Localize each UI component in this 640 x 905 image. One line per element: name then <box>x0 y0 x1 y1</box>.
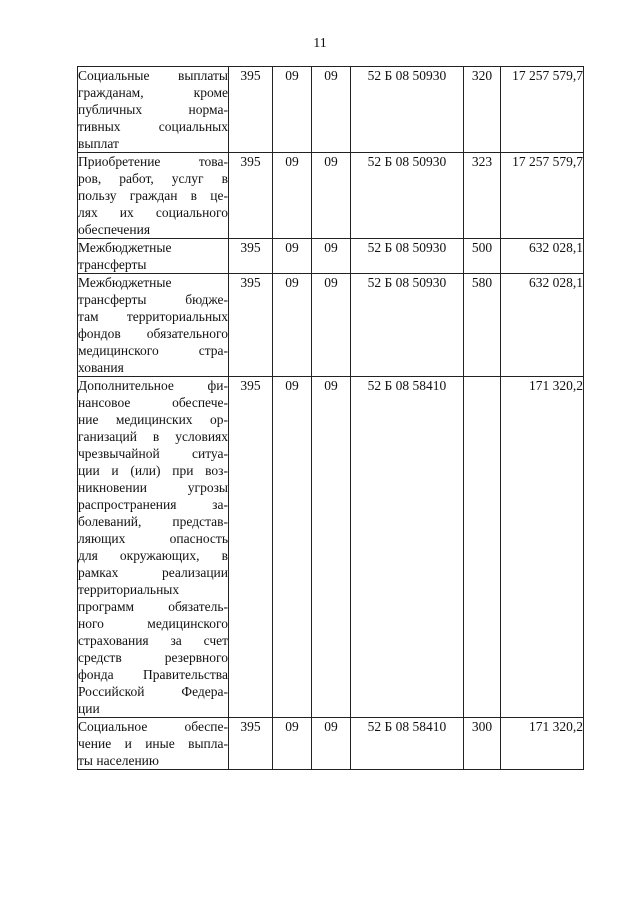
section-code-cell: 09 <box>273 718 312 770</box>
expense-type-cell: 580 <box>464 274 501 377</box>
subsection-code-cell: 09 <box>312 239 351 274</box>
table-row <box>78 153 584 239</box>
target-article-cell: 52 Б 08 58410 <box>351 377 464 718</box>
description-line: тивных социальных <box>78 119 228 134</box>
description-line: нансовое обеспече- <box>78 395 228 410</box>
table-body <box>78 67 584 770</box>
description-cell <box>78 239 229 274</box>
description-line: Приобретение това- <box>78 154 228 169</box>
description-cell <box>78 718 229 770</box>
expense-type-cell: 323 <box>464 153 501 239</box>
description-line: ции <box>78 701 100 716</box>
expense-type-cell: 320 <box>464 67 501 153</box>
ministry-code-cell: 395 <box>229 377 273 718</box>
amount-cell: 171 320,2 <box>501 377 584 718</box>
expense-type-cell: 500 <box>464 239 501 274</box>
description-line: ции и (или) при воз- <box>78 463 228 478</box>
description-line: Дополнительное фи- <box>78 378 228 393</box>
description-line: ного медицинского <box>78 616 228 631</box>
description-line: лях их социального <box>78 205 228 220</box>
description-cell <box>78 67 229 153</box>
description-line: обеспечения <box>78 222 151 237</box>
description-line: болеваний, представ- <box>78 514 228 529</box>
ministry-code-cell: 395 <box>229 718 273 770</box>
section-code-cell: 09 <box>273 153 312 239</box>
ministry-code-cell: 395 <box>229 239 273 274</box>
description-cell <box>78 274 229 377</box>
section-code-cell: 09 <box>273 67 312 153</box>
description-line: программ обязатель- <box>78 599 228 614</box>
amount-cell: 171 320,2 <box>501 718 584 770</box>
amount-cell: 17 257 579,7 <box>501 67 584 153</box>
page-number: 11 <box>313 36 327 51</box>
description-line: хования <box>78 360 124 375</box>
description-line: трансферты бюдже- <box>78 292 228 307</box>
description-cell <box>78 377 229 718</box>
amount-cell: 632 028,1 <box>501 239 584 274</box>
description-line: ров, работ, услуг в <box>78 171 228 186</box>
subsection-code-cell: 09 <box>312 718 351 770</box>
description-line: ляющих опасность <box>78 531 228 546</box>
description-line: трансферты <box>78 257 147 272</box>
target-article-cell: 52 Б 08 50930 <box>351 153 464 239</box>
description-line: выплат <box>78 136 119 151</box>
description-line: рамках реализации <box>78 565 228 580</box>
target-article-cell: 52 Б 08 50930 <box>351 239 464 274</box>
description-line: территориальных <box>78 582 180 597</box>
description-line: Межбюджетные <box>78 240 172 255</box>
description-line: Социальное обеспе- <box>78 719 228 734</box>
expense-type-cell: 300 <box>464 718 501 770</box>
section-code-cell: 09 <box>273 239 312 274</box>
target-article-cell: 52 Б 08 50930 <box>351 67 464 153</box>
description-line: Межбюджетные <box>78 275 172 290</box>
ministry-code-cell: 395 <box>229 274 273 377</box>
description-line: ты населению <box>78 753 159 768</box>
table-row <box>78 239 584 274</box>
description-line: ние медицинских ор- <box>78 412 228 427</box>
ministry-code-cell: 395 <box>229 67 273 153</box>
description-line: фондов обязательного <box>78 326 228 341</box>
subsection-code-cell: 09 <box>312 67 351 153</box>
table-row <box>78 718 584 770</box>
ministry-code-cell: 395 <box>229 153 273 239</box>
expense-type-cell <box>464 377 501 718</box>
description-line: ганизаций в условиях <box>78 429 228 444</box>
target-article-cell: 52 Б 08 58410 <box>351 718 464 770</box>
budget-table <box>77 66 584 770</box>
table-row <box>78 274 584 377</box>
description-line: средств резервного <box>78 650 228 665</box>
description-line: публичных норма- <box>78 102 228 117</box>
section-code-cell: 09 <box>273 377 312 718</box>
description-cell <box>78 153 229 239</box>
amount-cell: 632 028,1 <box>501 274 584 377</box>
description-line: для окружающих, в <box>78 548 228 563</box>
amount-cell: 17 257 579,7 <box>501 153 584 239</box>
description-line: страхования за счет <box>78 633 228 648</box>
description-line: фонда Правительства <box>78 667 228 682</box>
section-code-cell: 09 <box>273 274 312 377</box>
table-row <box>78 67 584 153</box>
table-row <box>78 377 584 718</box>
description-line: чение и иные выпла- <box>78 736 228 751</box>
description-line: распространения за- <box>78 497 228 512</box>
description-line: чрезвычайной ситуа- <box>78 446 228 461</box>
description-line: гражданам, кроме <box>78 85 228 100</box>
description-line: Социальные выплаты <box>78 68 228 83</box>
description-line: никновении угрозы <box>78 480 228 495</box>
description-line: там территориальных <box>78 309 228 324</box>
description-line: медицинского стра- <box>78 343 228 358</box>
target-article-cell: 52 Б 08 50930 <box>351 274 464 377</box>
subsection-code-cell: 09 <box>312 274 351 377</box>
subsection-code-cell: 09 <box>312 377 351 718</box>
description-line: пользу граждан в це- <box>78 188 228 203</box>
subsection-code-cell: 09 <box>312 153 351 239</box>
description-line: Российской Федера- <box>78 684 228 699</box>
